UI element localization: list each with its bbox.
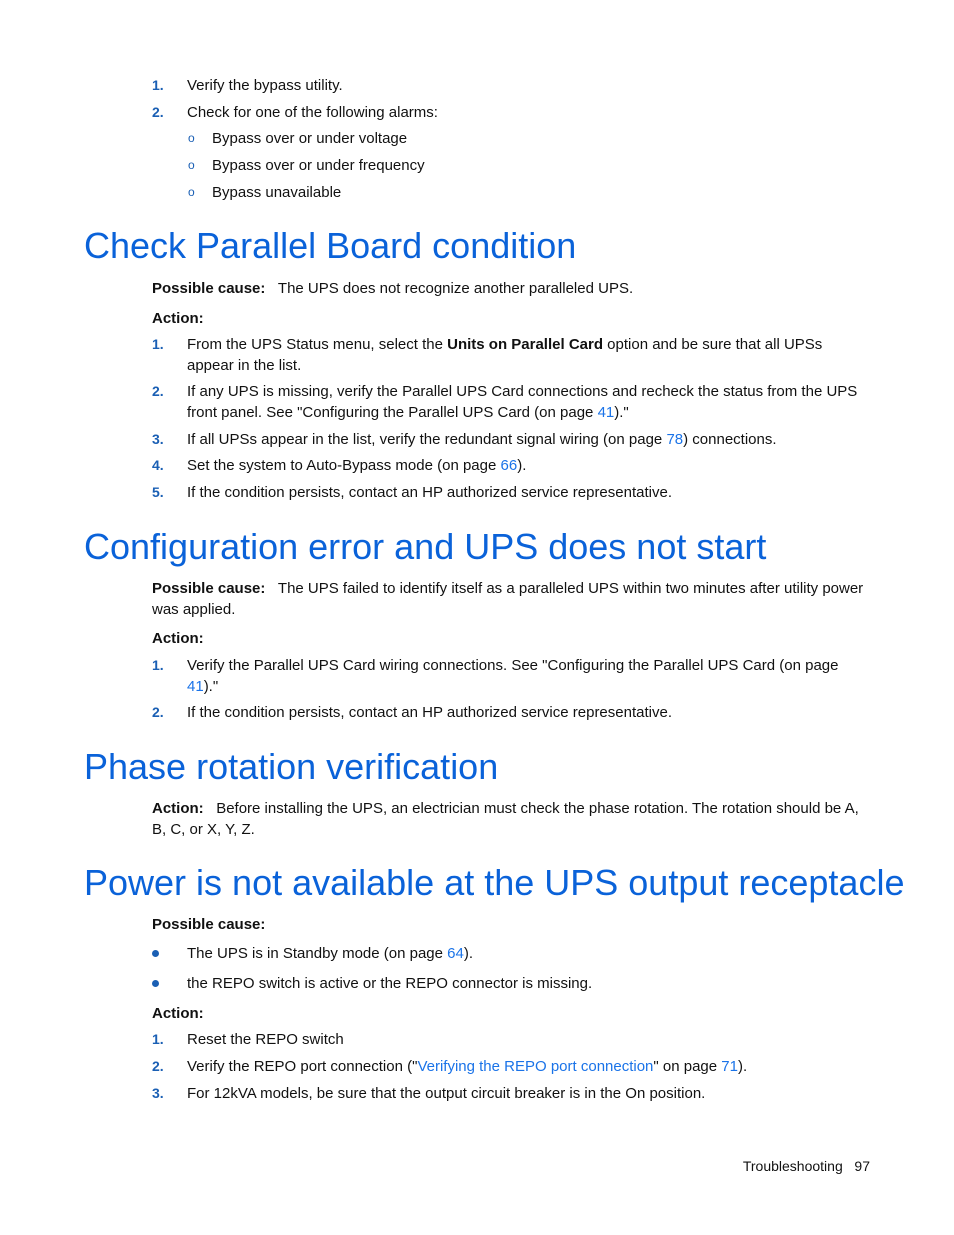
possible-cause-label: Possible cause: bbox=[152, 280, 266, 297]
page-link[interactable]: 71 bbox=[721, 1058, 738, 1075]
step-number: 5. bbox=[152, 484, 164, 500]
cause-text-part: the REPO switch is active or the REPO connector is missing. bbox=[187, 975, 593, 992]
step-number: 1. bbox=[152, 77, 164, 93]
step-text bbox=[187, 482, 870, 503]
action-label: Action: bbox=[152, 630, 204, 647]
action-label: Action: bbox=[152, 800, 204, 817]
step-text-part: Reset the REPO switch bbox=[187, 1031, 344, 1048]
step-text-part: Verify the Parallel UPS Card wiring connections. See "Configuring the Parallel UPS Card (on page bbox=[187, 657, 839, 674]
step-number: 3. bbox=[152, 1085, 164, 1101]
section-heading: Configuration error and UPS does not start bbox=[84, 526, 767, 567]
step-text-part: ) connections. bbox=[683, 431, 777, 448]
cause-text-part: The UPS is in Standby mode (on page bbox=[187, 945, 448, 962]
possible-cause bbox=[152, 278, 870, 299]
step-text-part: " on page bbox=[653, 1058, 722, 1075]
possible-cause-text: The UPS failed to identify itself as a paralleled UPS within two minutes after utility power was applied. bbox=[152, 580, 864, 618]
action-label: Action: bbox=[152, 310, 204, 327]
step-text-part: If the condition persists, contact an HP authorized service representative. bbox=[187, 704, 672, 721]
step-text: Check for one of the following alarms: bbox=[187, 104, 438, 121]
step-number: 2. bbox=[152, 704, 164, 720]
step-number: 3. bbox=[152, 431, 164, 447]
step-text-part: If the condition persists, contact an HP authorized service representative. bbox=[187, 484, 672, 501]
step-number: 2. bbox=[152, 383, 164, 399]
step-number: 1. bbox=[152, 336, 164, 352]
sub-item: Bypass unavailable bbox=[212, 184, 342, 201]
section-link[interactable]: Verifying the REPO port connection bbox=[417, 1058, 654, 1075]
cause-text-part: ). bbox=[463, 945, 474, 962]
step-text bbox=[187, 1029, 870, 1050]
step-text: Verify the bypass utility. bbox=[187, 77, 343, 94]
step-number: 1. bbox=[152, 1031, 164, 1047]
step-text-part: Verify the REPO port connection (" bbox=[187, 1058, 418, 1075]
step-text bbox=[187, 655, 870, 697]
cause-item bbox=[187, 973, 870, 994]
section-heading: Phase rotation verification bbox=[84, 746, 499, 787]
step-text-part: If all UPSs appear in the list, verify the redundant signal wiring (on page bbox=[187, 431, 667, 448]
possible-cause-text: The UPS does not recognize another paralleled UPS. bbox=[277, 280, 634, 297]
section-heading: Check Parallel Board condition bbox=[84, 225, 577, 266]
bullet-icon bbox=[152, 950, 159, 957]
sub-bullet-icon: o bbox=[188, 185, 195, 199]
cause-item bbox=[187, 943, 870, 964]
menu-option-name: Units on Parallel Card bbox=[447, 336, 603, 353]
page-link[interactable]: 66 bbox=[500, 457, 518, 474]
step-text-part: ). bbox=[517, 457, 527, 474]
possible-cause bbox=[152, 578, 870, 620]
step-text bbox=[187, 334, 870, 376]
page-footer bbox=[743, 1158, 870, 1174]
step-text-part: From the UPS Status menu, select the bbox=[187, 336, 448, 353]
step-text-part: For 12kVA models, be sure that the output circuit breaker is in the On position. bbox=[187, 1085, 706, 1102]
step-text bbox=[187, 1083, 870, 1104]
step-text bbox=[187, 429, 870, 450]
section-heading: Power is not available at the UPS output receptacle bbox=[84, 862, 905, 903]
step-text bbox=[187, 455, 870, 476]
step-text bbox=[187, 1056, 870, 1077]
page-link[interactable]: 78 bbox=[666, 431, 684, 448]
action-paragraph bbox=[152, 798, 870, 840]
sub-item: Bypass over or under frequency bbox=[212, 157, 425, 174]
step-text-part: If any UPS is missing, verify the Parallel UPS Card connections and recheck the status from the UPS front panel. See "Configuring the Parallel UPS Card (on page bbox=[187, 383, 858, 421]
step-text-part: )." bbox=[203, 678, 219, 695]
footer-section: Troubleshooting bbox=[742, 1158, 843, 1174]
possible-cause-label: Possible cause: bbox=[152, 916, 266, 933]
page-link[interactable]: 41 bbox=[187, 678, 204, 695]
bullet-icon bbox=[152, 980, 159, 987]
action-label: Action: bbox=[152, 1005, 204, 1022]
page-link[interactable]: 64 bbox=[447, 945, 464, 962]
step-text-part: )." bbox=[614, 404, 629, 421]
sub-bullet-icon: o bbox=[188, 131, 195, 145]
step-number: 2. bbox=[152, 104, 164, 120]
step-number: 4. bbox=[152, 457, 164, 473]
step-text-part: ). bbox=[737, 1058, 748, 1075]
step-text bbox=[187, 381, 870, 423]
possible-cause-label: Possible cause: bbox=[152, 580, 266, 597]
step-text-part: option and be sure that all UPSs appear in the list. bbox=[187, 336, 823, 374]
step-number: 2. bbox=[152, 1058, 164, 1074]
page-number: 97 bbox=[854, 1158, 870, 1174]
step-number: 1. bbox=[152, 657, 164, 673]
step-text bbox=[187, 702, 870, 723]
step-text-part: Set the system to Auto-Bypass mode (on page bbox=[187, 457, 501, 474]
action-text: Before installing the UPS, an electrician must check the phase rotation. The rotation should be A, B, C, or X, Y, Z. bbox=[152, 800, 859, 838]
sub-bullet-icon: o bbox=[188, 158, 195, 172]
sub-item: Bypass over or under voltage bbox=[212, 130, 408, 147]
page-link[interactable]: 41 bbox=[597, 404, 615, 421]
